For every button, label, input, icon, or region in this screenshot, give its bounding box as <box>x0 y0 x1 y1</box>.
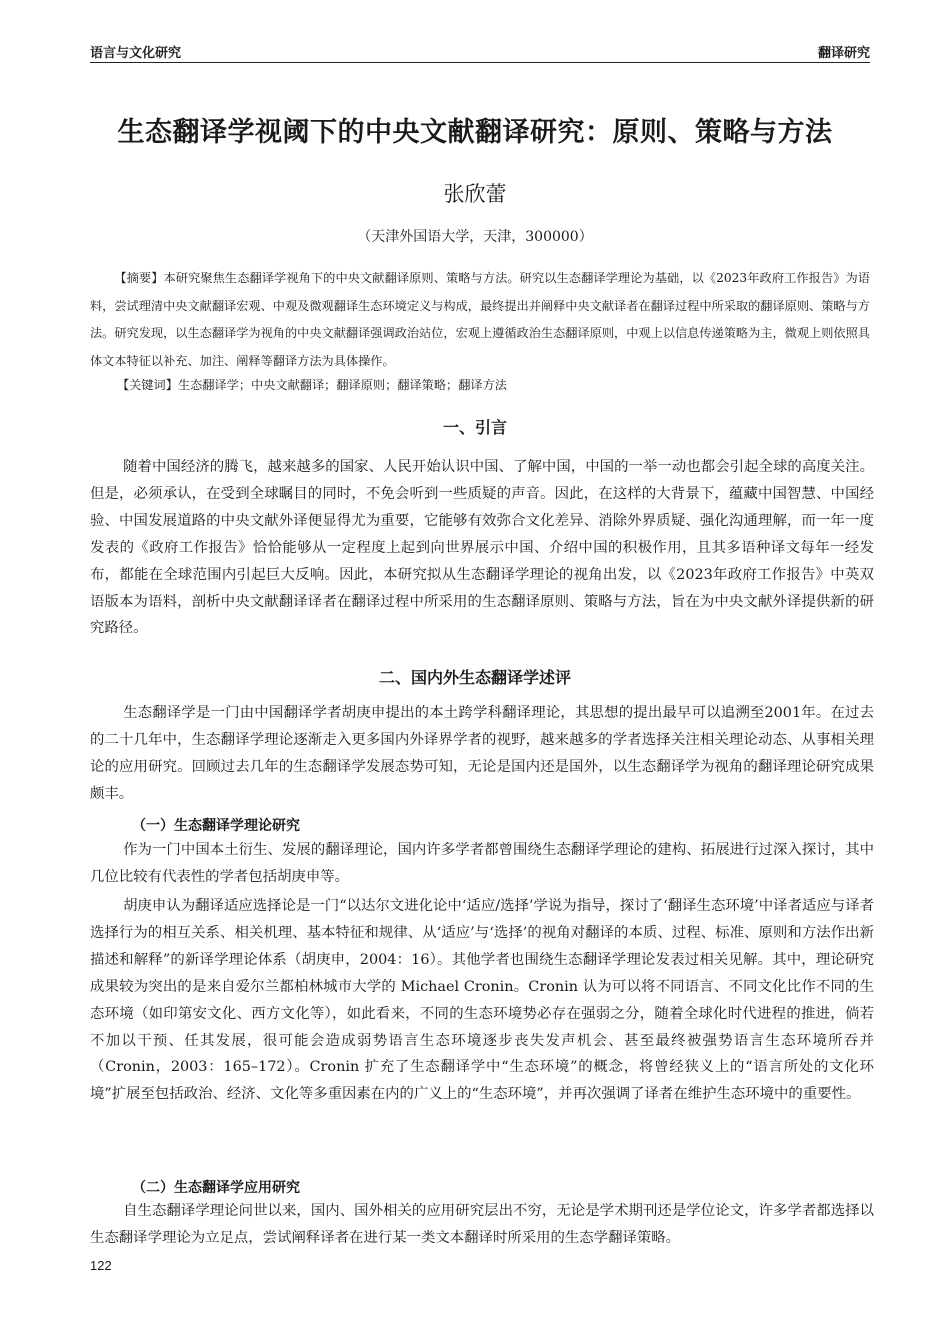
section-heading-review: 二、国内外生态翻译学述评 <box>378 668 571 687</box>
keywords <box>117 375 870 395</box>
journal-name: 语言与文化研究 <box>90 46 182 61</box>
review-paragraph-4: 自生态翻译学理论问世以来，国内、国外相关的应用研究层出不穷，无论是学术期刊还是学位论文，许多学者都选择以生态翻译学理论为立足点，尝试阐释译者在进行某一类文本翻译时所采用的生态学翻译策略。 <box>90 1203 874 1246</box>
subsection-heading-application: （二）生态翻译学应用研究 <box>132 1180 300 1196</box>
review-paragraph-2: 作为一门中国本土衍生、发展的翻译理论，国内许多学者都曾围绕生态翻译学理论的建构、拓展进行过深入探讨，其中几位比较有代表性的学者包括胡庚申等。 <box>90 842 874 885</box>
review-paragraph-3: 胡庚申认为翻译适应选择论是一门“以达尔文进化论中‘适应/选择’学说为指导，探讨了‘翻译生态环境’中译者适应与译者选择行为的相互关系、相关机理、基本特征和规律、从‘适应’与‘选择’的视角对翻译的本质、过程、标准、原则和方法作出新描述和解释”的新译学理论体系（胡庚申，2004：16）。其他学者也围绕生态翻译学理论发表过相关见解。其中，理论研究成果较为突出的是来自爱尔兰都柏林城市大学的 Michael Cronin。Cronin 认为可以将不同语言、不同文化比作不同的生态环境（如印第安文化、西方文化等），如此看来，不同的生态环境势必存在强弱之分，随着全球化时代进程的推进，倘若不加以干预、任其发展，很可能会造成弱势语言生态环境逐步丧失发声机会、甚至最终被强势语言生态环境所吞并（Cronin，2003：165–172）。Cronin 扩充了生态翻译学中“生态环境”的概念，将曾经狭义上的“语言所处的文化环境”扩展至包括政治、经济、文化等多重因素在内的广义上的“生态环境”，并再次强调了译者在维护生态环境中的重要性。 <box>90 898 874 1103</box>
affiliation: （天津外国语大学，天津，300000） <box>357 229 593 245</box>
running-header <box>90 40 870 63</box>
abstract-label: 【摘要】 <box>114 271 164 285</box>
keywords-text: 生态翻译学；中央文献翻译；翻译原则；翻译策略；翻译方法 <box>177 378 507 392</box>
section-heading-intro: 一、引言 <box>442 418 507 437</box>
page-number: 122 <box>90 1258 112 1273</box>
abstract <box>90 265 870 375</box>
author-name: 张欣蕾 <box>443 182 507 206</box>
keywords-label: 【关键词】 <box>117 378 178 392</box>
section-name: 翻译研究 <box>817 46 870 61</box>
review-paragraph-1: 生态翻译学是一门由中国翻译学者胡庚申提出的本土跨学科翻译理论，其思想的提出最早可以追溯至2001年。在过去的二十几年中，生态翻译学理论逐渐走入更多国内外译界学者的视野，越来越多的学者选择关注相关理论动态、从事相关理论的应用研究。回顾过去几年的生态翻译学发展态势可知，无论是国内还是国外，以生态翻译学为视角的翻译理论研究成果颇丰。 <box>90 705 874 802</box>
subsection-heading-theory: （一）生态翻译学理论研究 <box>132 818 300 834</box>
intro-paragraph: 随着中国经济的腾飞，越来越多的国家、人民开始认识中国、了解中国，中国的一举一动也都会引起全球的高度关注。但是，必须承认，在受到全球瞩目的同时，不免会听到一些质疑的声音。因此，在这样的大背景下，蕴藏中国智慧、中国经验、中国发展道路的中央文献外译便显得尤为重要，它能够有效弥合文化差异、消除外界质疑、强化沟通理解，而一年一度发表的《政府工作报告》恰恰能够从一定程度上起到向世界展示中国、介绍中国的积极作用，且其多语种译文每年一经发布，都能在全球范围内引起巨大反响。因此，本研究拟从生态翻译学理论的视角出发，以《2023年政府工作报告》中英双语版本为语料，剖析中央文献翻译译者在翻译过程中所采用的生态翻译原则、策略与方法，旨在为中央文献外译提供新的研究路径。 <box>90 459 874 637</box>
abstract-text: 本研究聚焦生态翻译学视角下的中央文献翻译原则、策略与方法。研究以生态翻译学理论为基础，以《2023年政府工作报告》为语料，尝试理清中央文献翻译宏观、中观及微观翻译生态环境定义与构成，最终提出并阐释中央文献译者在翻译过程中所采取的翻译原则、策略与方法。研究发现，以生态翻译学为视角的中央文献翻译强调政治站位，宏观上遵循政治生态翻译原则，中观上以信息传递策略为主，微观上则依照具体文本特征以补充、加注、阐释等翻译方法为具体操作。 <box>90 271 870 368</box>
paper-title: 生态翻译学视阈下的中央文献翻译研究：原则、策略与方法 <box>117 117 833 148</box>
